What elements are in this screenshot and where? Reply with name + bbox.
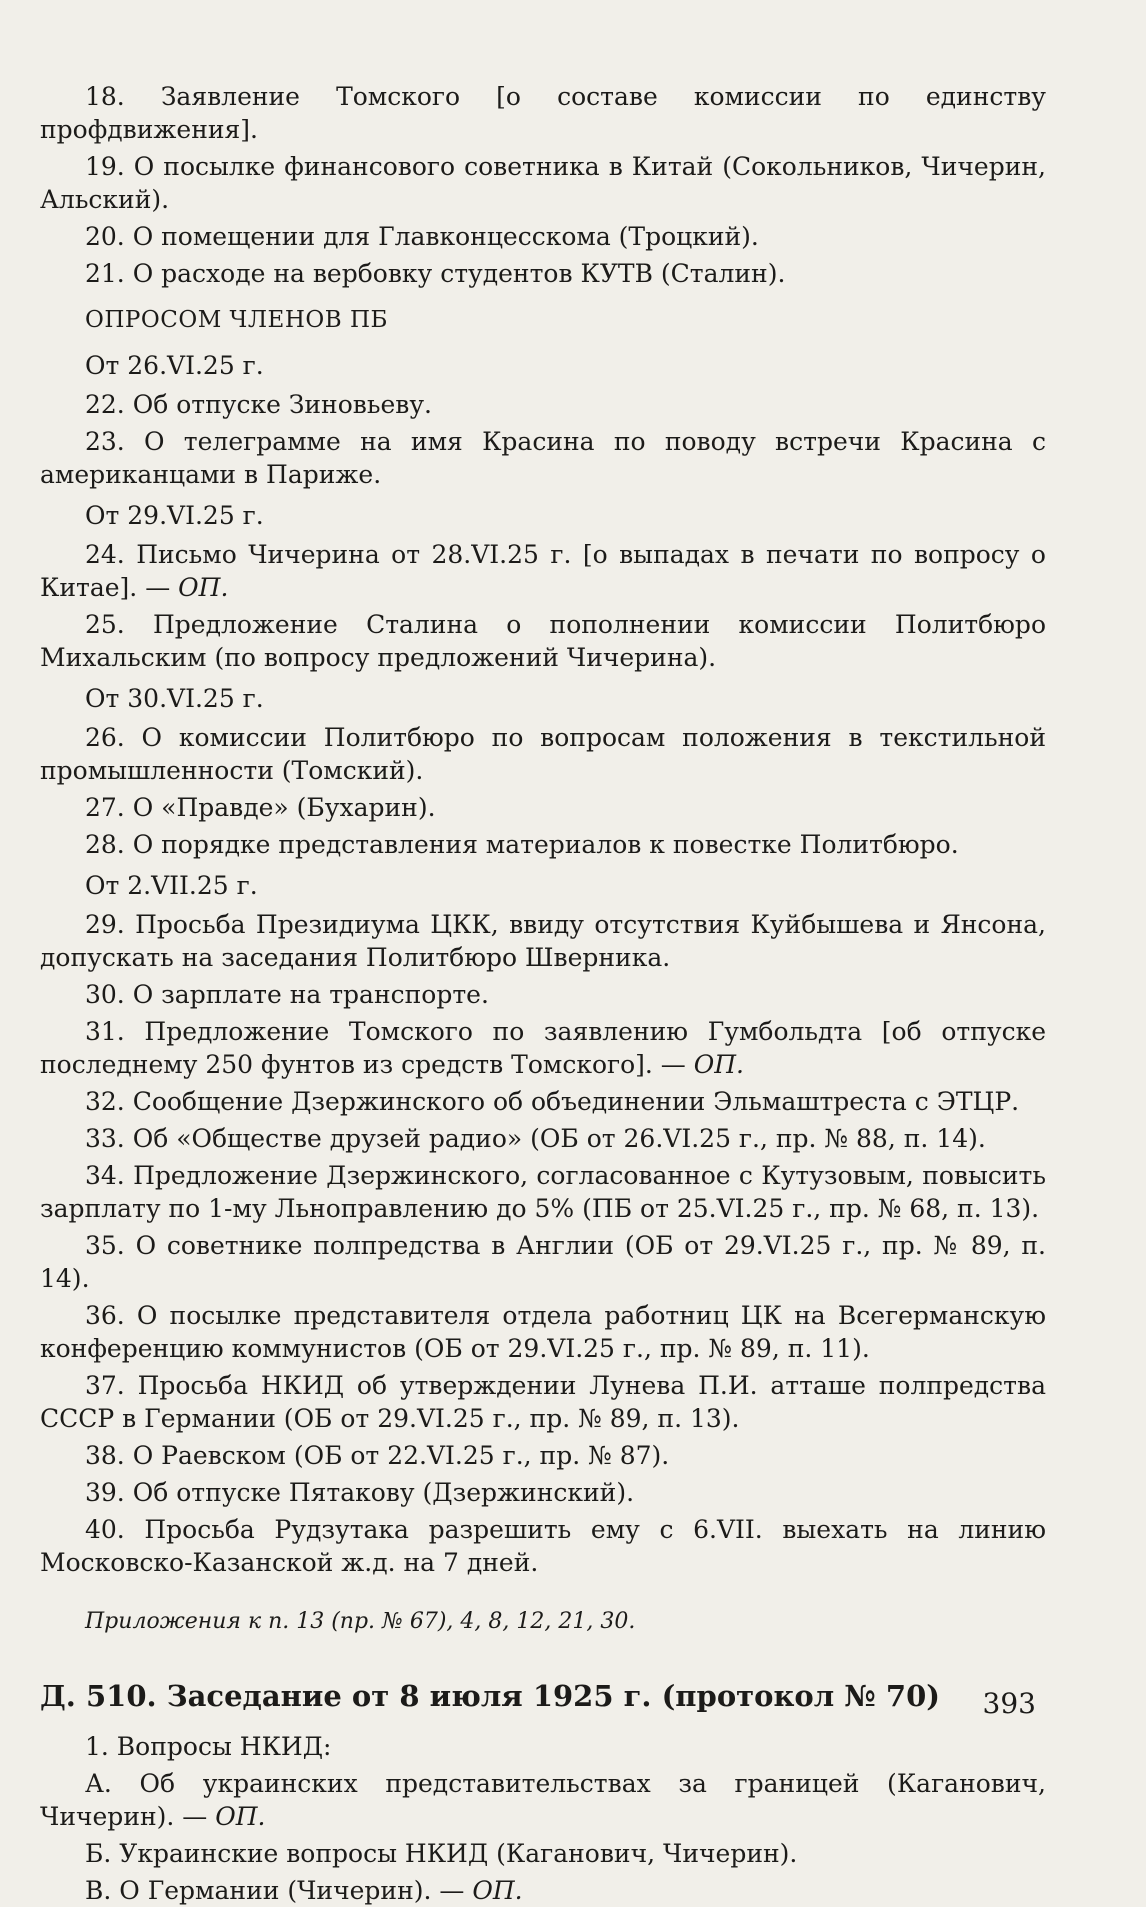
agenda-item: 39. Об отпуске Пятакову (Дзержинский).	[85, 1478, 635, 1507]
agenda-item	[40, 1767, 1046, 1833]
section-title: Д. 510. Заседание от 8 июля 1925 г. (протокол № 70)	[40, 1679, 940, 1713]
poll-heading: ОПРОСОМ ЧЛЕНОВ ПБ	[85, 307, 388, 333]
agenda-item: 30. О зарплате на транспорте.	[85, 980, 489, 1009]
protocol-text	[40, 80, 1046, 1907]
agenda-item: 20. О помещении для Главконцесскома (Троцкий).	[85, 222, 759, 251]
date-line: От 29.VI.25 г.	[85, 501, 264, 530]
agenda-item: 29. Просьба Президиума ЦКК, ввиду отсутствия Куйбышева и Янсона, допускать на заседания Политбюро Шверника.	[40, 910, 1046, 972]
agenda-item: Б. Украинские вопросы НКИД (Каганович, Чичерин).	[85, 1839, 798, 1868]
agenda-item: 19. О посылке финансового советника в Китай (Сокольников, Чичерин, Альский).	[40, 152, 1046, 214]
agenda-item: 37. Просьба НКИД об утверждении Лунева П.И. атташе полпредства СССР в Германии (ОБ от 29.VI.25 г., пр. № 89, п. 13).	[40, 1371, 1046, 1433]
appendix-note: Приложения к п. 13 (пр. № 67), 4, 8, 12, 21, 30.	[85, 1609, 636, 1634]
date-line: От 2.VII.25 г.	[85, 871, 258, 900]
agenda-item: 26. О комиссии Политбюро по вопросам положения в текстильной промышленности (Томский).	[40, 723, 1046, 785]
agenda-item: 33. Об «Обществе друзей радио» (ОБ от 26.VI.25 г., пр. № 88, п. 14).	[85, 1124, 986, 1153]
agenda-item-text: А. Об украинских представительствах за границей (Каганович, Чичерин). —	[40, 1769, 1046, 1831]
agenda-item: 22. Об отпуске Зиновьеву.	[85, 390, 432, 419]
decision-mark: ОП.	[472, 1876, 523, 1905]
agenda-item: 21. О расходе на вербовку студентов КУТВ (Сталин).	[85, 259, 786, 288]
agenda-item: 38. О Раевском (ОБ от 22.VI.25 г., пр. № 87).	[85, 1441, 670, 1470]
agenda-item-text: 24. Письмо Чичерина от 28.VI.25 г. [о выпадах в печати по вопросу о Китае]. —	[40, 540, 1046, 602]
page-number: 393	[982, 1687, 1036, 1720]
agenda-item: 23. О телеграмме на имя Красина по поводу встречи Красина с американцами в Париже.	[40, 427, 1046, 489]
agenda-item-text: В. О Германии (Чичерин). —	[85, 1876, 473, 1905]
agenda-item: 25. Предложение Сталина о пополнении комиссии Политбюро Михальским (по вопросу предложений Чичерина).	[40, 610, 1046, 672]
agenda-item	[40, 1015, 1046, 1081]
agenda-item	[40, 1874, 1046, 1907]
agenda-item: 36. О посылке представителя отдела работниц ЦК на Всегерманскую конференцию коммунистов (ОБ от 29.VI.25 г., пр. № 89, п. 11).	[40, 1301, 1046, 1363]
agenda-item: 34. Предложение Дзержинского, согласованное с Кутузовым, повысить зарплату по 1-му Льноправлению до 5% (ПБ от 25.VI.25 г., пр. № 68, п. 13).	[40, 1161, 1046, 1223]
agenda-item: 28. О порядке представления материалов к повестке Политбюро.	[85, 830, 959, 859]
decision-mark: ОП.	[215, 1802, 266, 1831]
agenda-item: 40. Просьба Рудзутака разрешить ему с 6.VII. выехать на линию Московско-Казанской ж.д. на 7 дней.	[40, 1515, 1046, 1577]
agenda-item: 32. Сообщение Дзержинского об объединении Эльмаштреста с ЭТЦР.	[85, 1087, 1020, 1116]
agenda-item: 18. Заявление Томского [о составе комиссии по единству профдвижения].	[40, 82, 1046, 144]
decision-mark: ОП.	[693, 1050, 744, 1079]
decision-mark: ОП.	[178, 573, 229, 602]
date-line: От 30.VI.25 г.	[85, 684, 264, 713]
date-line: От 26.VI.25 г.	[85, 351, 264, 380]
agenda-item	[40, 538, 1046, 604]
agenda-item: 1. Вопросы НКИД:	[85, 1732, 332, 1761]
agenda-item-text: 31. Предложение Томского по заявлению Гумбольдта [об отпуске последнему 250 фунтов из средств Томского]. —	[40, 1017, 1046, 1079]
agenda-item: 35. О советнике полпредства в Англии (ОБ от 29.VI.25 г., пр. № 89, п. 14).	[40, 1231, 1046, 1293]
agenda-item: 27. О «Правде» (Бухарин).	[85, 793, 436, 822]
